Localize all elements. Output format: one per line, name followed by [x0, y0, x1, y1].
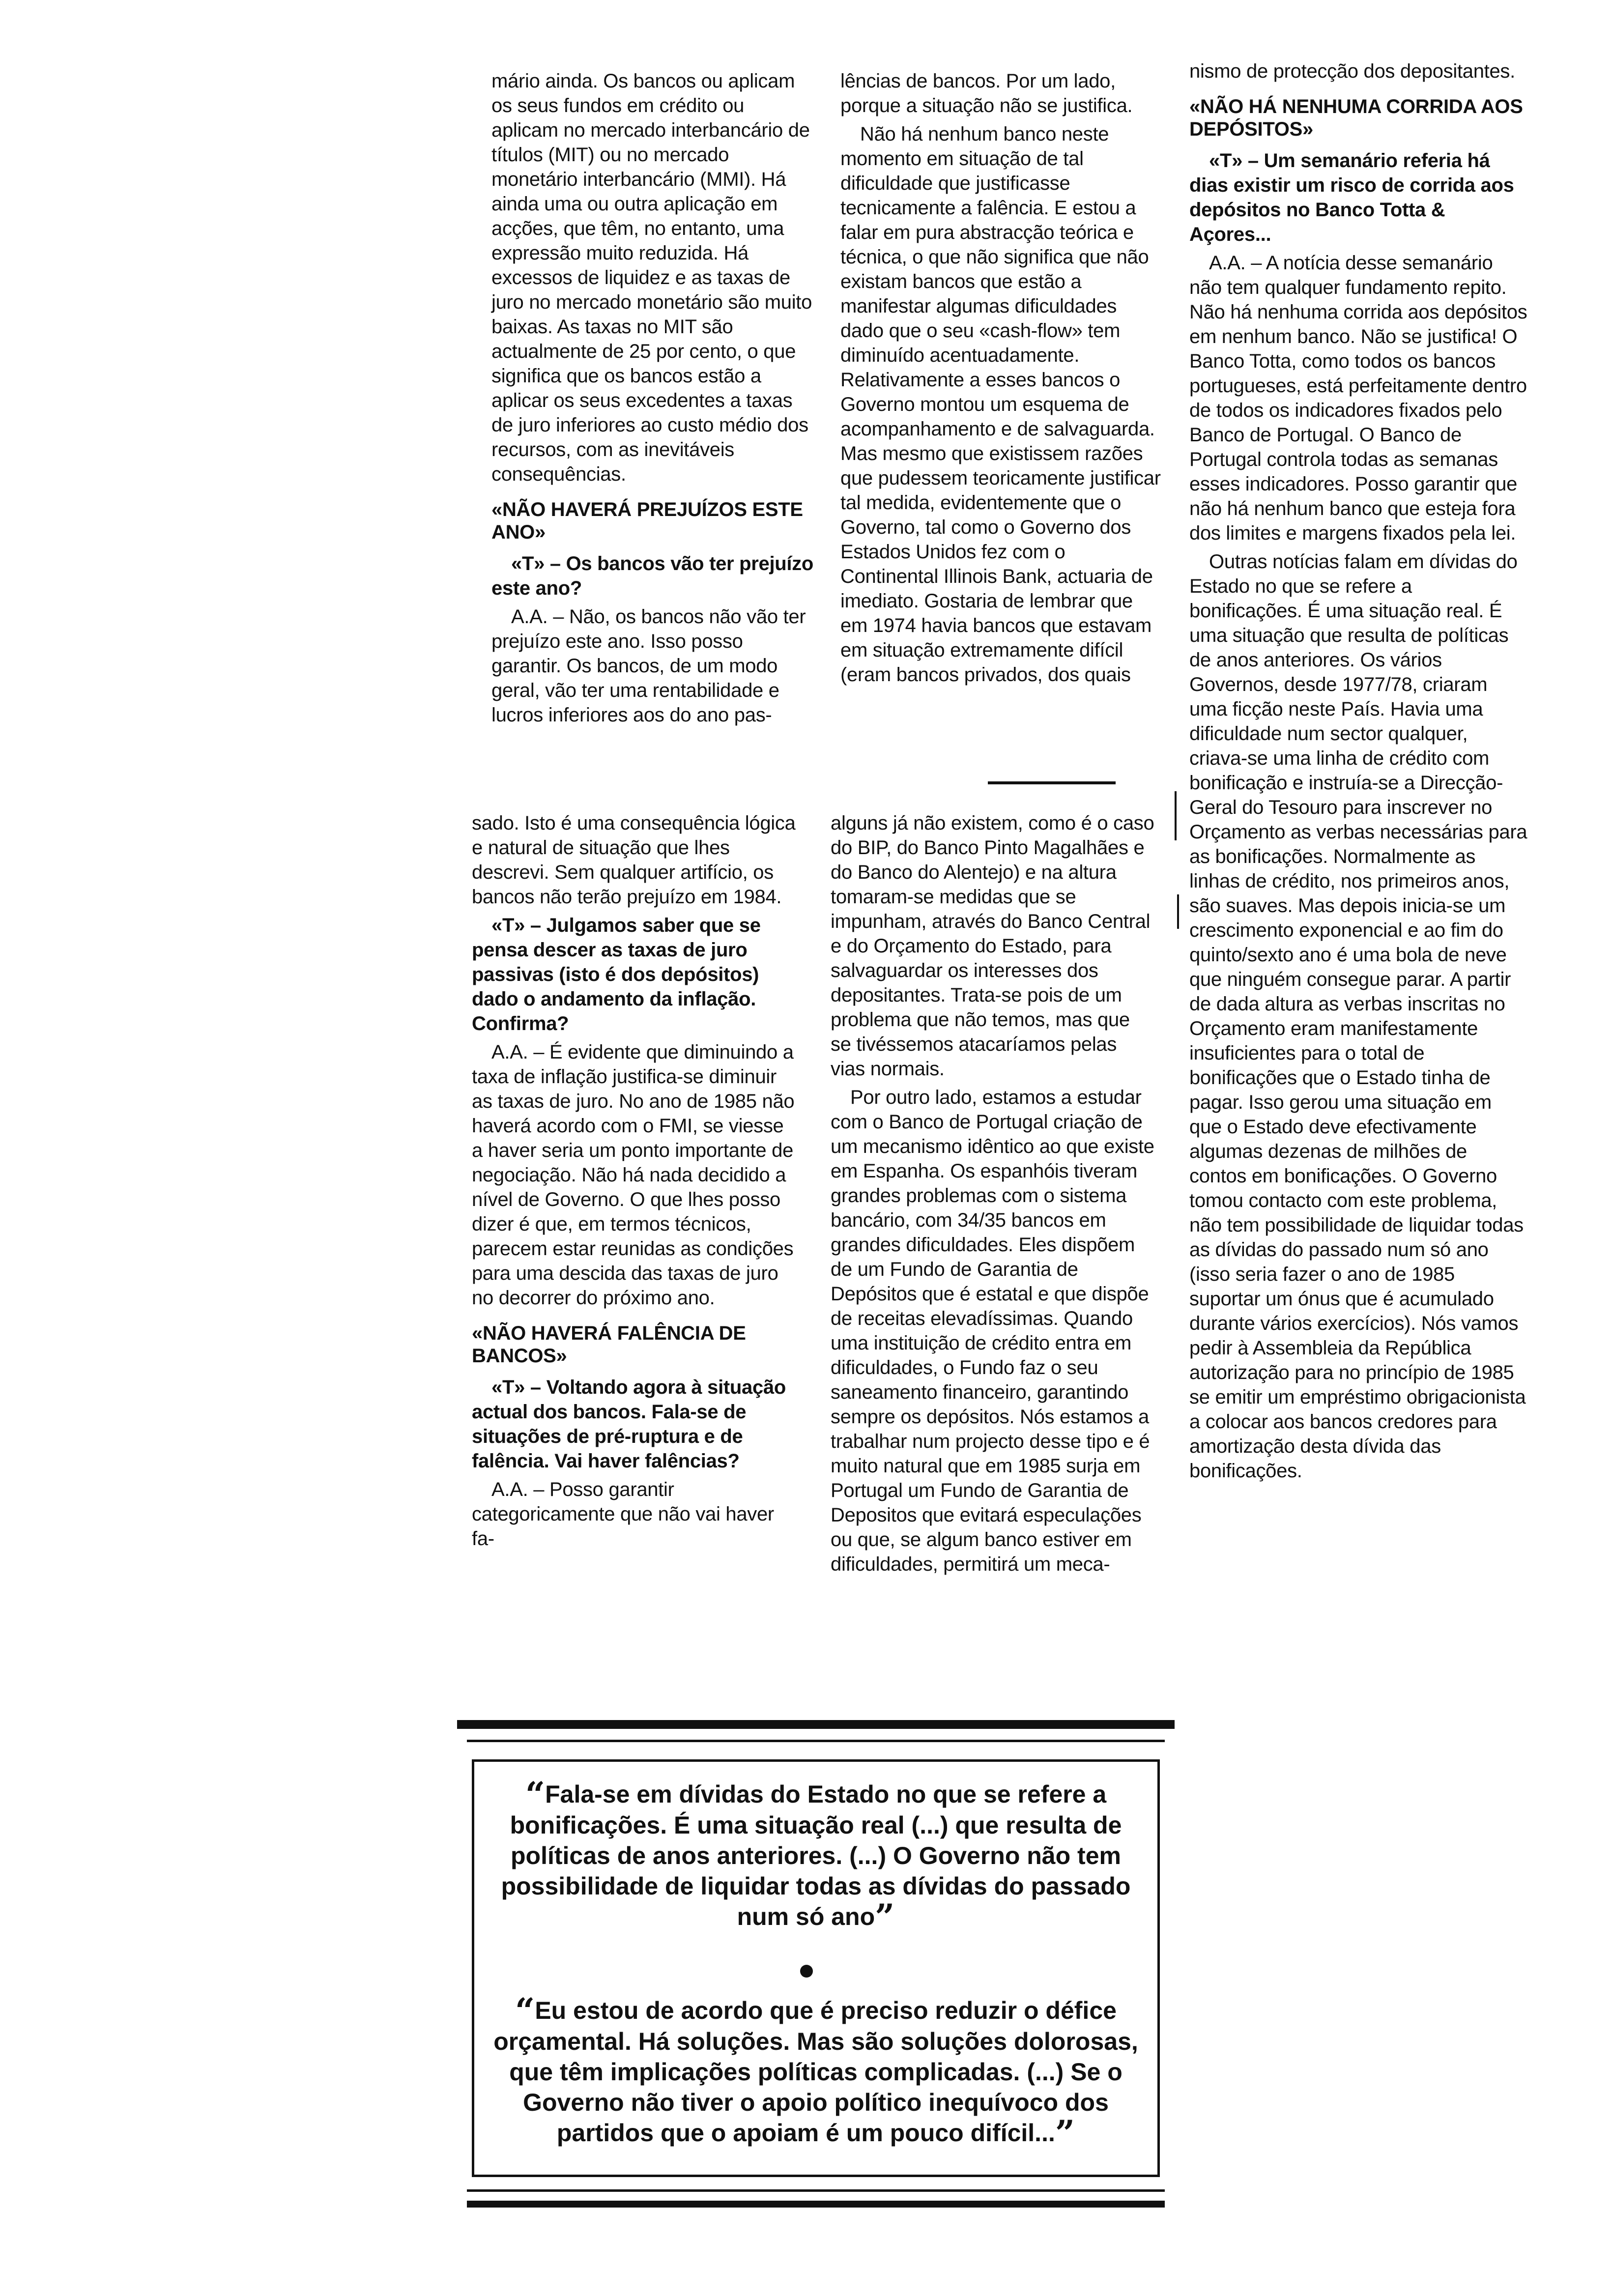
- bottom-thick-rule: [467, 2201, 1165, 2208]
- column-1-top: [491, 69, 816, 731]
- open-quote-icon: “: [515, 1990, 535, 2031]
- pull-quote-text: Fala-se em dívidas do Estado no que se refere a bonificações. É uma situação real (...) que resulta de políticas de anos anteriores. (...) O Governo não tem possibilidade de liquidar todas as dívidas do passado num só ano: [501, 1780, 1131, 1930]
- bullet-separator: [800, 1965, 813, 1978]
- column-2-bottom: [831, 811, 1155, 1580]
- section-heading: «NÃO HAVERÁ FALÊNCIA DE BANCOS»: [472, 1322, 746, 1367]
- pull-quote-1: [487, 1774, 1145, 1937]
- interview-answer: A.A. – Não, os bancos não vão ter prejuízo este ano. Isso posso garantir. Os bancos, de um modo geral, vão ter uma rentabilidade e lucros inferiores aos do ano pas-: [491, 606, 806, 726]
- interview-answer: A.A. – A notícia desse semanário não tem qualquer fundamento repito. Não há nenhuma corrida aos depósitos em nenhum banco. Não se justifica! O Banco Totta, como todos os bancos portugueses, está perfeitamente dentro de todos os indicadores fixados pelo Banco de Portugal. O Banco de Portugal controla todas as semanas esses indicadores. Posso garantir que não há nenhum banco que esteja fora dos limites e margens fixados pela lei.: [1189, 252, 1527, 544]
- column-1-bottom: [472, 811, 796, 1555]
- bottom-thin-rule: [467, 2189, 1165, 2192]
- interview-question: «T» – Os bancos vão ter prejuízo este ano?: [491, 553, 814, 599]
- paragraph: lências de bancos. Por um lado, porque a situação não se justifica.: [840, 70, 1133, 116]
- column-2-top: [840, 69, 1165, 691]
- vertical-mark: [1175, 791, 1177, 840]
- interview-question: «T» – Voltando agora à situação actual dos bancos. Fala-se de situações de pré-ruptura e de falência. Vai haver falências?: [472, 1377, 786, 1472]
- section-heading: «NÃO HÁ NENHUMA CORRIDA AOS DEPÓSITOS»: [1189, 96, 1523, 140]
- pull-quote-2: [487, 1990, 1145, 2153]
- close-quote-icon: ”: [1055, 2113, 1075, 2153]
- pull-quote-text: Eu estou de acordo que é preciso reduzir o défice orçamental. Há soluções. Mas são soluções dolorosas, que têm implicações políticas complicadas. (...) Se o Governo não tiver o apoio político inequívoco dos partidos que o apoiam é um pouco difícil...: [493, 1997, 1138, 2147]
- paragraph: nismo de protecção dos depositantes.: [1189, 60, 1515, 82]
- paragraph: Não há nenhum banco neste momento em situação de tal dificuldade que justificasse tecnicamente a falência. E estou a falar em pura abstracção teórica e técnica, o que não significa que não existam bancos que estão a manifestar algumas dificuldades dado que o seu «cash-flow» tem diminuído acentuadamente. Relativamente a esses bancos o Governo montou um esquema de acompanhamento e de salvaguarda. Mas mesmo que existissem razões que pudessem teoricamente justificar tal medida, evidentemente que o Governo, tal como o Governo dos Estados Unidos fez com o Continental Illinois Bank, actuaria de imediato. Gostaria de lembrar que em 1974 havia bancos que estavam em situação extremamente difícil (eram bancos privados, dos quais: [840, 123, 1161, 686]
- interview-question: «T» – Julgamos saber que se pensa descer as taxas de juro passivas (isto é dos depósitos) dado o andamento da inflação. Confirma?: [472, 915, 761, 1034]
- paragraph: sado. Isto é uma consequência lógica e natural de situação que lhes descrevi. Sem qualquer artifício, os bancos não terão prejuízo em 1984.: [472, 812, 796, 908]
- open-quote-icon: “: [525, 1774, 546, 1815]
- interview-question: «T» – Um semanário referia há dias existir um risco de corrida aos depósitos no Banco Totta & Açores...: [1189, 150, 1514, 245]
- interview-answer: A.A. – Posso garantir categoricamente que não vai haver fa-: [472, 1479, 774, 1550]
- paragraph: mário ainda. Os bancos ou aplicam os seus fundos em crédito ou aplicam no mercado interbancário de títulos (MIT) ou no mercado monetário interbancário (MMI). Há ainda uma ou outra aplicação em acções, que têm, no entanto, uma expressão muito reduzida. Há excessos de liquidez e as taxas de juro no mercado monetário são muito baixas. As taxas no MIT são actualmente de 25 por cento, o que significa que os bancos estão a aplicar os seus excedentes a taxas de juro inferiores ao custo médio dos recursos, com as inevitáveis consequências.: [491, 70, 812, 485]
- column-rule: [988, 781, 1116, 784]
- close-quote-icon: ”: [875, 1896, 895, 1937]
- interview-answer: A.A. – É evidente que diminuindo a taxa de inflação justifica-se diminuir as taxas de juro. No ano de 1985 não haverá acordo com o FMI, se viesse a haver seria um ponto importante de negociação. Não há nada decidido a nível de Governo. O que lhes posso dizer é que, em termos técnicos, parecem estar reunidas as condições para uma descida das taxas de juro no decorrer do próximo ano.: [472, 1041, 795, 1309]
- top-thick-rule: [457, 1720, 1175, 1729]
- section-heading: «NÃO HAVERÁ PREJUÍZOS ESTE ANO»: [491, 499, 803, 543]
- paragraph: alguns já não existem, como é o caso do BIP, do Banco Pinto Magalhães e do Banco do Alentejo) e na altura tomaram-se medidas que se impunham, através do Banco Central e do Orçamento do Estado, para salvaguardar os interesses dos depositantes. Trata-se pois de um problema que não temos, mas que se tivéssemos atacaríamos pelas vias normais.: [831, 812, 1154, 1080]
- top-thin-rule: [467, 1740, 1165, 1742]
- paragraph: Outras notícias falam em dívidas do Estado no que se refere a bonificações. É uma situação real. É uma situação que resulta de políticas de anos anteriores. Os vários Governos, desde 1977/78, criaram uma ficção neste País. Havia uma dificuldade num sector qualquer, criava-se uma linha de crédito com bonificação e instruía-se a Direcção-Geral do Tesouro para inscrever no Orçamento as verbas necessárias para as bonificações. Normalmente as linhas de crédito, nos primeiros anos, são suaves. Mas depois inicia-se um crescimento exponencial e ao fim do quinto/sexto ano é uma bola de neve que ninguém consegue parar. A partir de dada altura as verbas inscritas no Orçamento eram manifestamente insuficientes para o total de bonificações que o Estado tinha de pagar. Isso gerou uma situação em que o Estado deve efectivamente algumas dezenas de milhões de contos em bonificações. O Governo tomou contacto com este problema, não tem possibilidade de liquidar todas as dívidas do passado num só ano (isso seria fazer o ano de 1985 suportar um ónus que é acumulado durante vários exercícios). Nós vamos pedir à Assembleia da República autorização para no princípio de 1985 se emitir um empréstimo obrigacionista a colocar aos bancos credores para amortização desta dívida das bonificações.: [1189, 551, 1527, 1482]
- vertical-mark: [1177, 894, 1179, 929]
- column-3: [1189, 59, 1528, 1487]
- paragraph: Por outro lado, estamos a estudar com o Banco de Portugal criação de um mecanismo idêntico ao que existe em Espanha. Os espanhóis tiveram grandes problemas com o sistema bancário, com 34/35 bancos em grandes dificuldades. Eles dispõem de um Fundo de Garantia de Depósitos que é estatal e que dispõe de receitas elevadíssimas. Quando uma instituição de crédito entra em dificuldades, o Fundo faz o seu saneamento financeiro, garantindo sempre os depósitos. Nós estamos a trabalhar num projecto desse tipo e é muito natural que em 1985 surja em Portugal um Fundo de Garantia de Depositos que evitará especulações ou que, se algum banco estiver em dificuldades, permitirá um meca-: [831, 1087, 1154, 1575]
